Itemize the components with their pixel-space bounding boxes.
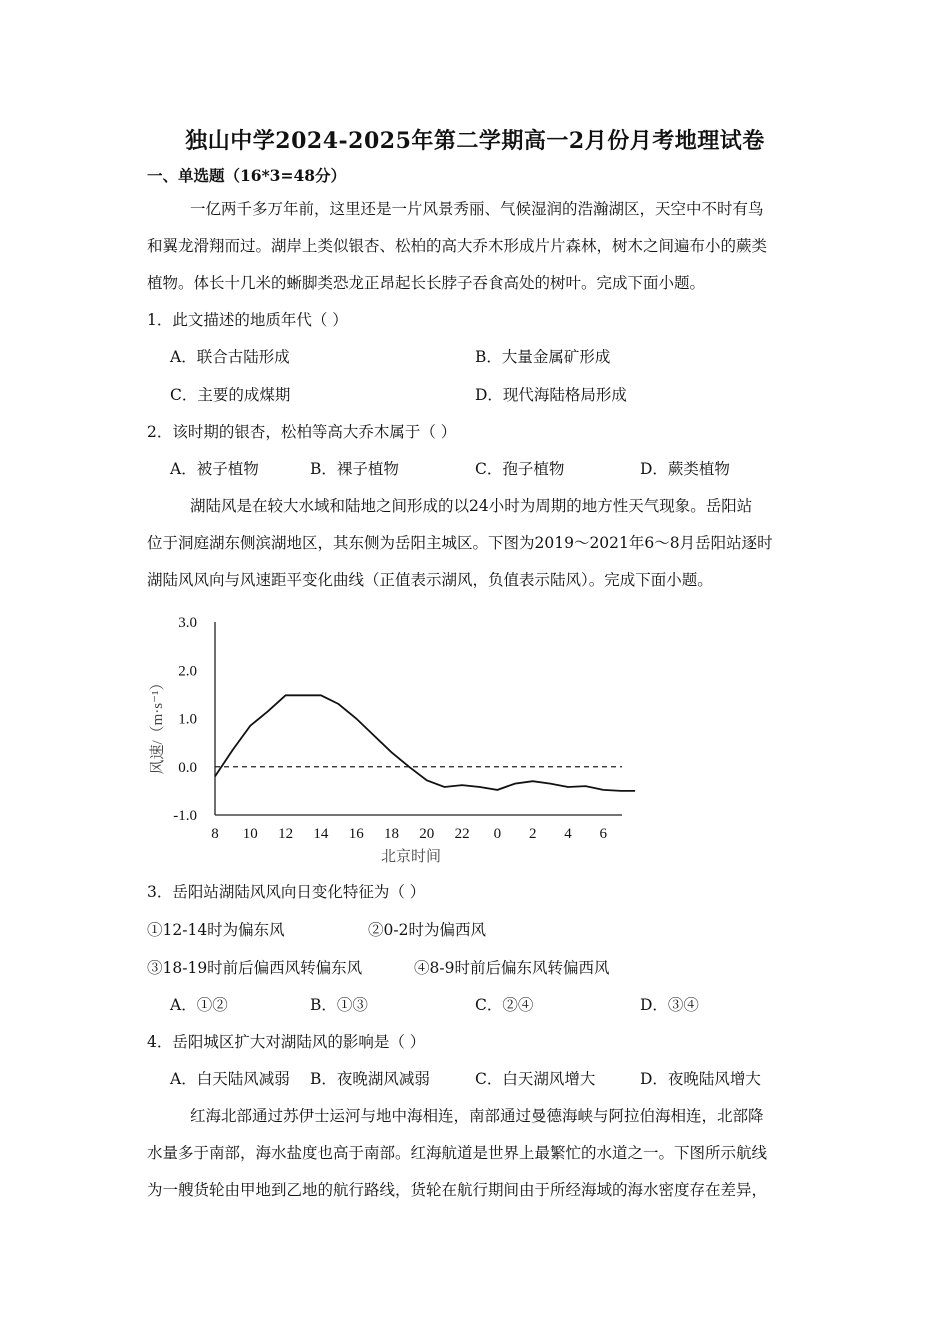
q2-option-b: B．裸子植物 [310,460,399,478]
x-tick-label: 0 [493,826,502,842]
x-tick-label: 2 [528,826,537,842]
y-tick-label: 1.0 [178,711,197,728]
q3-statement-3: ③18-19时前后偏西风转偏东风 [147,959,363,977]
x-tick-label: 20 [419,826,435,842]
q3-statement-1: ①12-14时为偏东风 [147,921,285,939]
q4-option-a: A．白天陆风减弱 [170,1070,290,1088]
lake-land-breeze-chart [140,605,640,870]
passage1-line2: 和翼龙滑翔而过。湖岸上类似银杏、松柏的高大乔木形成片片森林，树木之间遍布小的蕨类 [147,237,768,255]
q2-stem: 2．该时期的银杏，松柏等高大乔木属于（ ） [147,423,457,441]
q3-stem: 3．岳阳站湖陆风风向日变化特征为（ ） [147,883,426,901]
x-tick-label: 16 [348,826,364,842]
y-tick-label: 2.0 [178,663,197,680]
section-heading: 一、单选题（16*3=48分） [147,166,347,185]
y-axis-label: 风速/（m·s⁻¹） [150,675,166,775]
x-tick-label: 22 [454,826,470,842]
y-tick-label: 0.0 [178,759,197,776]
wind-speed-series-line [215,695,635,791]
y-tick-label: 3.0 [178,615,197,631]
passage3-line1: 红海北部通过苏伊士运河与地中海相连，南部通过曼德海峡与阿拉伯海相连，北部降 [190,1107,764,1125]
q1-stem: 1．此文描述的地质年代（ ） [147,311,348,329]
q1-option-b: B．大量金属矿形成 [475,348,611,366]
q2-option-a: A．被子植物 [170,460,259,478]
passage3-line2: 水量多于南部，海水盐度也高于南部。红海航道是世界上最繁忙的水道之一。下图所示航线 [147,1144,768,1162]
q2-option-d: D．蕨类植物 [640,460,730,478]
x-tick-label: 4 [564,826,572,842]
passage2-line2: 位于洞庭湖东侧滨湖地区，其东侧为岳阳主城区。下图为2019～2021年6～8月岳阳站逐时 [147,534,773,552]
q3-option-c: C．②④ [475,996,534,1014]
x-tick-label: 12 [278,826,294,842]
exam-title: 独山中学2024-2025年第二学期高一2月份月考地理试卷 [185,128,765,154]
q3-option-b: B．①③ [310,996,368,1014]
q1-option-d: D．现代海陆格局形成 [475,386,627,404]
q4-option-c: C．白天湖风增大 [475,1070,596,1088]
q3-option-d: D．③④ [640,996,699,1014]
passage2-line1: 湖陆风是在较大水域和陆地之间形成的以24小时为周期的地方性天气现象。岳阳站 [190,497,753,515]
q1-option-a: A．联合古陆形成 [170,348,290,366]
x-tick-label: 8 [211,826,219,842]
q3-statement-2: ②0-2时为偏西风 [368,921,486,939]
y-tick-label: -1.0 [173,808,197,824]
q3-statement-4: ④8-9时前后偏东风转偏西风 [414,959,610,977]
passage2-line3: 湖陆风风向与风速距平变化曲线（正值表示湖风，负值表示陆风）。完成下面小题。 [147,571,713,589]
q4-option-d: D．夜晚陆风增大 [640,1070,761,1088]
x-axis-label: 北京时间 [380,849,442,865]
q4-stem: 4．岳阳城区扩大对湖陆风的影响是（ ） [147,1033,426,1051]
x-tick-label: 18 [384,826,399,842]
passage1-line1: 一亿两千多万年前，这里还是一片风景秀丽、气候湿润的浩瀚湖区，天空中不时有鸟 [190,200,764,218]
q3-option-a: A．①② [170,996,228,1014]
x-tick-label: 14 [313,826,329,842]
x-tick-label: 10 [242,826,258,842]
passage1-line3: 植物。体长十几米的蜥脚类恐龙正昂起长长脖子吞食高处的树叶。完成下面小题。 [147,274,706,292]
passage3-line3: 为一艘货轮由甲地到乙地的航行路线，货轮在航行期间由于所经海域的海水密度存在差异， [147,1181,768,1199]
q4-option-b: B．夜晚湖风减弱 [310,1070,430,1088]
q1-option-c: C．主要的成煤期 [170,386,291,404]
x-tick-label: 6 [599,826,608,842]
q2-option-c: C．孢子植物 [475,460,565,478]
